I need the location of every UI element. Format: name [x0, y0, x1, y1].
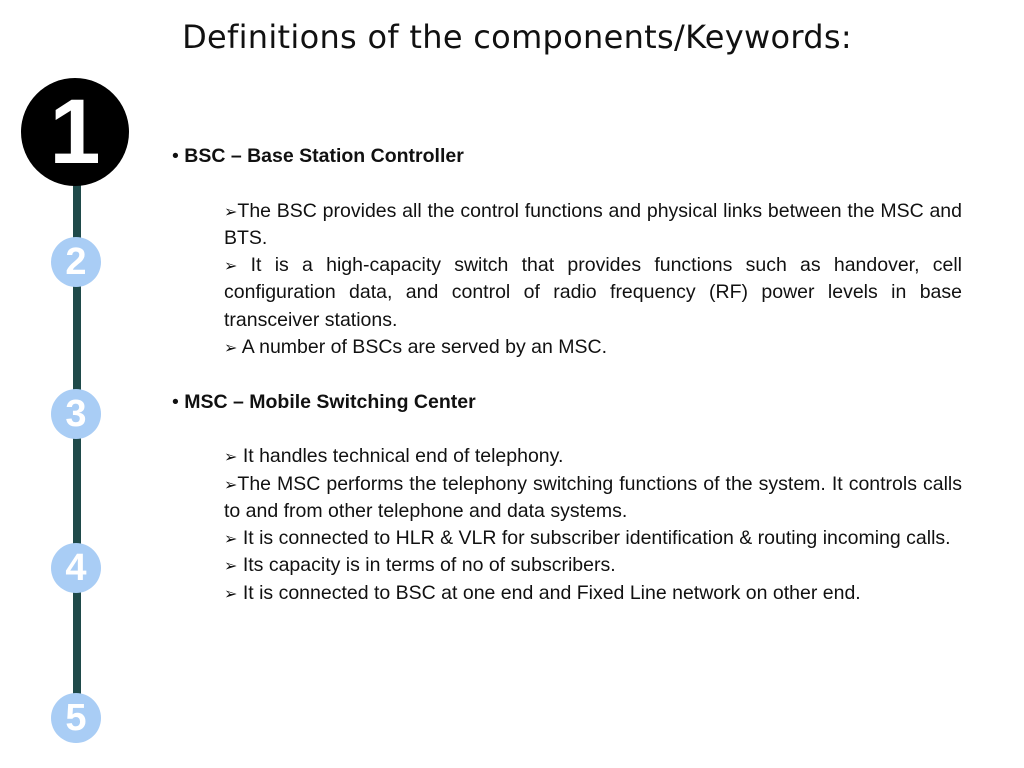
step-2-marker[interactable]: 2 — [51, 237, 101, 287]
arrow-bullet-icon: ➢ — [224, 447, 238, 467]
bullet: • — [172, 390, 179, 413]
bsc-points-list — [172, 198, 962, 362]
point-text: It is a high-capacity switch that provides functions such as handover, cell configuration data, and control of radio frequency (RF) power levels in base transceiver stations. — [224, 254, 962, 331]
list-item — [224, 580, 962, 607]
spacer — [172, 170, 962, 197]
slide-title: Definitions of the components/Keywords: — [182, 18, 852, 56]
list-item — [224, 552, 962, 579]
msc-points-list — [172, 443, 962, 607]
section-heading-text: BSC – Base Station Controller — [184, 145, 464, 167]
section-heading-text: MSC – Mobile Switching Center — [184, 390, 476, 413]
step-1-marker[interactable]: 1 — [21, 78, 129, 186]
arrow-bullet-icon: ➢ — [224, 474, 238, 494]
point-text: It handles technical end of telephony. — [237, 445, 564, 468]
list-item — [224, 252, 962, 334]
point-text: Its capacity is in terms of no of subscribers. — [237, 554, 616, 577]
spacer — [172, 361, 962, 388]
step-4-marker[interactable]: 4 — [51, 543, 101, 593]
spacer — [172, 416, 962, 443]
point-text: The BSC provides all the control functions and physical links between the MSC and BTS. — [224, 199, 962, 249]
point-text: A number of BSCs are served by an MSC. — [237, 336, 607, 359]
definitions-content — [172, 143, 962, 607]
arrow-bullet-icon: ➢ — [224, 256, 238, 276]
section-heading-bsc — [172, 143, 962, 170]
arrow-bullet-icon: ➢ — [224, 583, 238, 603]
step-5-marker[interactable]: 5 — [51, 693, 101, 743]
point-text: It is connected to BSC at one end and Fixed Line network on other end. — [237, 581, 861, 604]
bullet: • — [172, 145, 179, 167]
arrow-bullet-icon: ➢ — [224, 529, 238, 549]
step-3-marker[interactable]: 3 — [51, 389, 101, 439]
arrow-bullet-icon: ➢ — [224, 338, 238, 358]
list-item — [224, 525, 962, 552]
list-item — [224, 443, 962, 470]
arrow-bullet-icon: ➢ — [224, 556, 238, 576]
arrow-bullet-icon: ➢ — [224, 201, 238, 221]
list-item — [224, 471, 962, 526]
point-text: It is connected to HLR & VLR for subscriber identification & routing incoming calls. — [237, 527, 951, 550]
list-item — [224, 334, 962, 361]
point-text: The MSC performs the telephony switching functions of the system. It controls calls to and from other telephone and data systems. — [224, 472, 962, 522]
section-heading-msc — [172, 389, 962, 416]
list-item — [224, 198, 962, 253]
